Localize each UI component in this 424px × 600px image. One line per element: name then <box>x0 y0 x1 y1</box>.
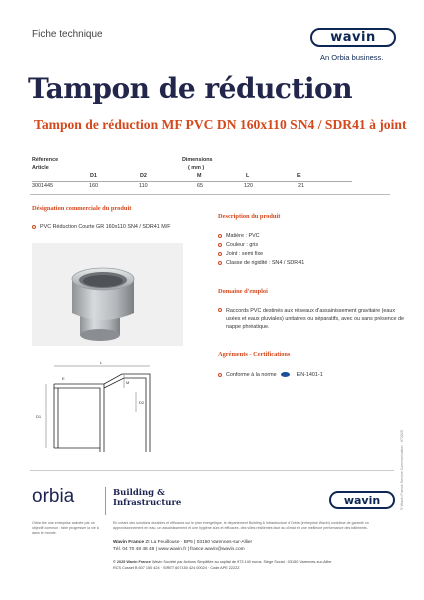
page-subtitle: Tampon de réduction MF PVC DN 160x110 SN4 / SDR41 à joint <box>34 117 407 132</box>
col-d1: D1 <box>90 173 97 179</box>
list-item: PVC Réduction Courte GR 160x110 SN4 / SDR41 M/F <box>32 224 171 230</box>
bullet-icon <box>218 261 222 265</box>
page-title: Tampon de réduction <box>28 72 353 105</box>
table-row <box>32 183 352 191</box>
rcs-line: RCS Cusset B 607 150 424 · SIRET 607150 424 00024 · Code APE 2222Z <box>113 566 240 570</box>
col-d2: D2 <box>140 173 147 179</box>
logo-tagline: An Orbia business. <box>320 53 384 62</box>
bullet-icon <box>218 234 222 238</box>
company-address: ZI La Feuillouse · BP5 | 03150 Varennes-sur-Allier <box>145 540 253 545</box>
agrements-heading: Agréments - Certifications <box>218 351 291 358</box>
list-item: Couleur : gris <box>218 242 304 248</box>
label-d1: D1 <box>36 414 42 419</box>
cell-article: 3001445 <box>32 183 53 189</box>
list-item: Classe de rigidité : SN4 / SDR41 <box>218 260 304 266</box>
legal-line <box>113 560 332 564</box>
legal-text: Wavin Société par Actions Simplifiée au capital de 973 140 euros. Siège Social : 03150 Varennes-sur-Allier <box>151 560 332 564</box>
dimensions-table <box>32 157 352 191</box>
cell-d2: 110 <box>139 183 148 189</box>
footer-divider <box>30 470 394 471</box>
bullet-icon <box>218 373 222 377</box>
bullet-icon <box>218 308 222 312</box>
doc-type-label: Fiche technique <box>32 29 103 40</box>
copyright: © 2025 Wavin France <box>113 560 151 564</box>
divider <box>30 194 390 195</box>
company-name: Wavin France <box>113 540 145 545</box>
wavin-description: En créant des solutions durables et efficaces sur le plan énergétique, le département Building & Infrastructure d'Orbia (entreprise Wavin) contribue de garantir un approvisionnement en eau, un assainissement et une hygiène sûrs et efficaces, des villes résilientes face au climat et une meilleure performance des bâtiments. <box>113 521 369 530</box>
cell-e: 21 <box>298 183 304 189</box>
cell-l: 120 <box>244 183 253 189</box>
technical-drawing <box>32 352 172 459</box>
bullet-icon <box>32 225 36 229</box>
label-m: M <box>126 380 130 385</box>
certification-item: Conforme à la norme EN-1401-1 <box>218 372 323 378</box>
company-contacts: Tél. 04 70 48 48 48 | www.wavin.fr | france.wavin@wavin.com <box>113 547 245 552</box>
cell-d1: 160 <box>89 183 98 189</box>
list-item: Matière : PVC <box>218 233 304 239</box>
building-infrastructure-logo: Building & Infrastructure <box>113 488 182 508</box>
cell-m: 65 <box>197 183 203 189</box>
orbia-logo: orbia <box>32 486 75 507</box>
ref-header: Réference <box>32 157 59 163</box>
unit-header: ( mm ) <box>188 165 205 171</box>
logo-divider <box>105 487 106 515</box>
designation-heading: Désignation commerciale du produit <box>32 205 132 212</box>
orbia-description: Orbia tire une entreprise animée par un objectif commun : faire progresser la vie à dans le monde. <box>32 521 99 535</box>
wavin-logo <box>310 28 396 47</box>
bullet-icon <box>218 243 222 247</box>
label-d2: D2 <box>139 400 145 405</box>
list-item: Joint : semi fixe <box>218 251 304 257</box>
technical-drawing-svg <box>32 352 172 454</box>
col-l: L <box>246 173 250 179</box>
label-e: E <box>62 376 65 381</box>
domaine-heading: Domaine d'emploi <box>218 288 268 295</box>
vertical-credit: © Wavin France Service Communication · 072025 <box>400 430 404 510</box>
domaine-text: Raccords PVC destinés aux réseaux d'assainissement gravitaire (eaux usées et eaux pluviales) unitaires ou séparatifs, avec ou sans présence de nappe phréatique. <box>218 307 408 331</box>
col-m: M <box>197 173 202 179</box>
pipe-reducer-illustration <box>32 243 183 346</box>
label-l: L <box>100 360 103 365</box>
description-heading: Description du produit <box>218 213 281 220</box>
product-photo <box>32 243 183 346</box>
description-list <box>218 233 304 266</box>
article-header: Article <box>32 165 49 171</box>
wavin-logo-text: wavin <box>330 30 376 45</box>
col-e: E <box>297 173 301 179</box>
footer-address-line <box>113 540 252 545</box>
bullet-icon <box>218 252 222 256</box>
nf-badge-icon <box>281 372 290 377</box>
footer-wavin-logo: wavin <box>329 491 395 509</box>
dimensions-header: Dimensions <box>182 157 213 163</box>
